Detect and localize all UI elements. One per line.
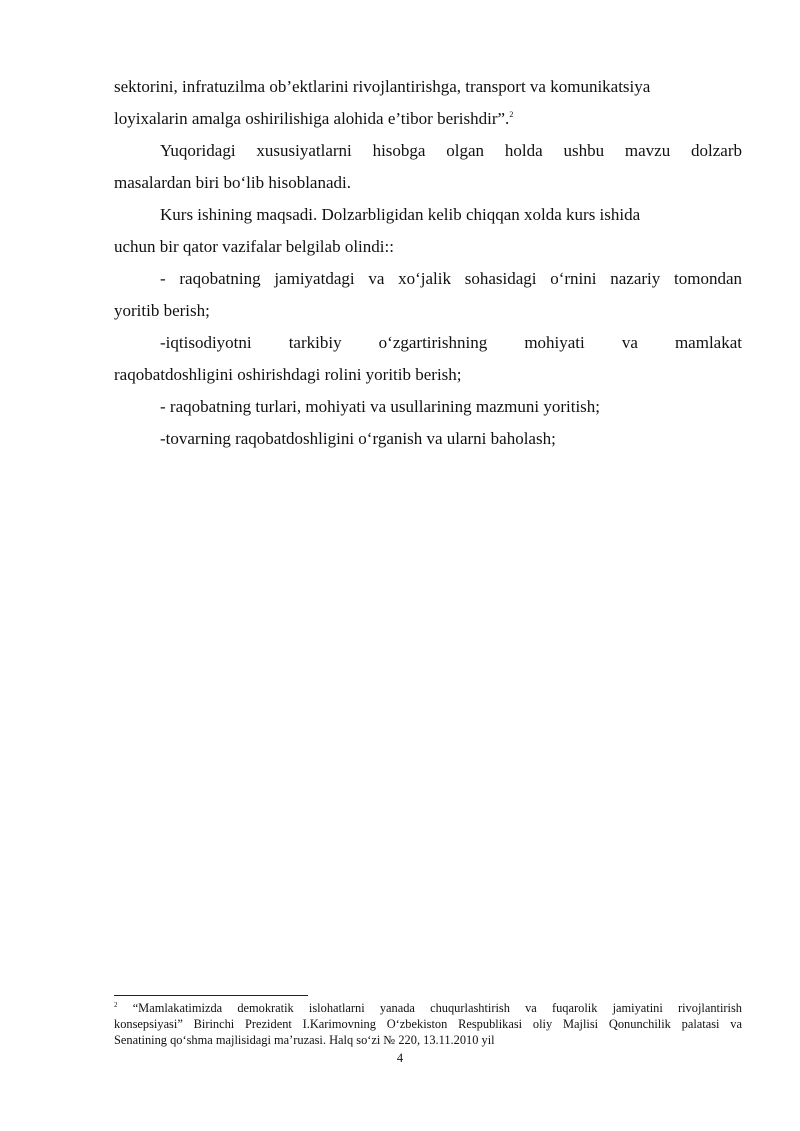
paragraph-1-text: loyixalarin amalga oshirilishiga alohida e’tibor berishdir”. — [114, 109, 510, 128]
footnote-line-2: konsepsiyasi” Birinchi Prezident I.Karimovning O‘zbekiston Respublikasi oliy Majlisi Qonunchilik palatasi va — [114, 1017, 742, 1031]
task-item-4: -tovarning raqobatdoshligini o‘rganish va ularni baholash; — [160, 429, 556, 448]
footnote-reference[interactable]: 2 — [509, 110, 514, 119]
page-number: 4 — [396, 1051, 404, 1065]
task-item-2-line-1: -iqtisodiyotni tarkibiy o‘zgartirishning mohiyati va mamlakat — [160, 333, 742, 352]
task-item-1-line-2: yoritib berish; — [114, 301, 210, 320]
paragraph-1-line-2 — [114, 103, 742, 135]
paragraph-3-line-1: Kurs ishining maqsadi. Dolzarbligidan kelib chiqqan xolda kurs ishida — [160, 205, 641, 224]
footnote-line-1-text: “Mamlakatimizda demokratik islohatlarni yanada chuqurlashtirish va fuqarolik jamiyatini rivojlantirish — [132, 1001, 742, 1015]
footnote-separator — [114, 995, 308, 996]
footnote — [114, 1000, 742, 1048]
paragraph-2-line-2: masalardan biri bo‘lib hisoblanadi. — [114, 173, 351, 192]
task-item-2-line-2: raqobatdoshligini oshirishdagi rolini yoritib berish; — [114, 365, 462, 384]
body-text — [114, 71, 742, 455]
paragraph-3-line-2: uchun bir qator vazifalar belgilab olindi:: — [114, 237, 394, 256]
paragraph-2-line-1: Yuqoridagi xususiyatlarni hisobga olgan holda ushbu mavzu dolzarb — [160, 141, 742, 160]
footnote-number: 2 — [114, 1001, 118, 1009]
paragraph-1-line-1: sektorini, infratuzilma ob’ektlarini rivojlantirishga, transport va komunikatsiya — [114, 77, 651, 96]
footnote-line-3: Senatining qo‘shma majlisidagi ma’ruzasi. Halq so‘zi № 220, 13.11.2010 yil — [114, 1033, 495, 1047]
footnote-line-1 — [114, 1000, 742, 1016]
task-item-3: - raqobatning turlari, mohiyati va usullarining mazmuni yoritish; — [160, 397, 601, 416]
task-item-1-line-1: - raqobatning jamiyatdagi va xo‘jalik sohasidagi o‘rnini nazariy tomondan — [160, 269, 742, 288]
